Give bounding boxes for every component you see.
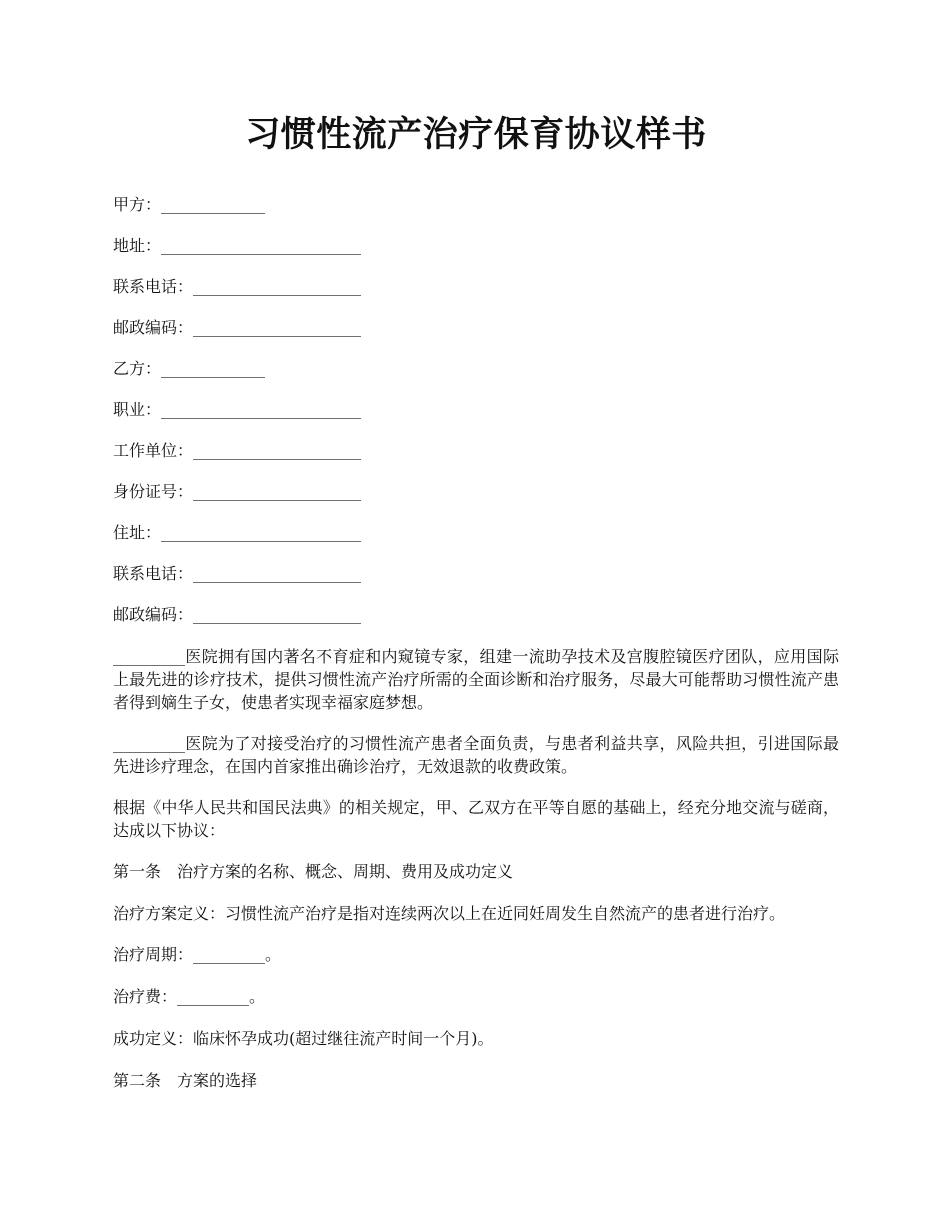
party-b-employer-field: 工作单位：_____________________ xyxy=(113,441,362,460)
party-a-phone-field: 联系电话：_____________________ xyxy=(113,277,362,296)
document-page xyxy=(113,110,839,1111)
party-b-postcode-field: 邮政编码：_____________________ xyxy=(113,605,362,624)
party-info-section xyxy=(113,194,839,626)
document-title: 习惯性流产治疗保育协议样书 xyxy=(245,114,707,155)
treatment-definition-paragraph: 治疗方案定义：习惯性流产治疗是指对连续两次以上在近同妊周发生自然流产的患者进行治疗。 xyxy=(113,904,786,923)
party-a-name-field: 甲方：_____________ xyxy=(113,195,266,214)
hospital-intro-paragraph: _________医院拥有国内著名不育症和内窥镜专家，组建一流助孕技术及宫腹腔镜医疗团队，应用国际上最先进的诊疗技术，提供习惯性流产治疗所需的全面诊断和治疗服务，尽最大可能帮助习惯性流产患者得到嫡生子女，使患者实现幸福家庭梦想。 xyxy=(113,647,839,712)
refund-policy-paragraph: _________医院为了对接受治疗的习惯性流产患者全面负责，与患者利益共享，风险共担，引进国际最先进诊疗理念，在国内首家推出确诊治疗，无效退款的收费政策。 xyxy=(113,734,839,776)
party-a-address-field: 地址：_________________________ xyxy=(113,236,362,255)
treatment-fee-line: 治疗费：_________。 xyxy=(113,987,266,1006)
party-b-name-field: 乙方：_____________ xyxy=(113,359,266,378)
treatment-cycle-line: 治疗周期：_________。 xyxy=(113,945,282,964)
party-b-occupation-field: 职业：_________________________ xyxy=(113,400,362,419)
party-b-id-number-field: 身份证号：_____________________ xyxy=(113,482,362,501)
agreement-body xyxy=(113,645,839,1092)
party-b-address-field: 住址：_________________________ xyxy=(113,523,362,542)
article-2-heading: 第二条 方案的选择 xyxy=(113,1071,258,1090)
party-b-phone-field: 联系电话：_____________________ xyxy=(113,564,362,583)
article-1-heading: 第一条 治疗方案的名称、概念、周期、费用及成功定义 xyxy=(113,862,514,881)
success-definition-line: 成功定义：临床怀孕成功(超过继往流产时间一个月)。 xyxy=(113,1029,494,1048)
legal-basis-paragraph: 根据《中华人民共和国民法典》的相关规定，甲、乙双方在平等自愿的基础上，经充分地交流与磋商，达成以下协议： xyxy=(113,798,839,840)
party-a-postcode-field: 邮政编码：_____________________ xyxy=(113,318,362,337)
